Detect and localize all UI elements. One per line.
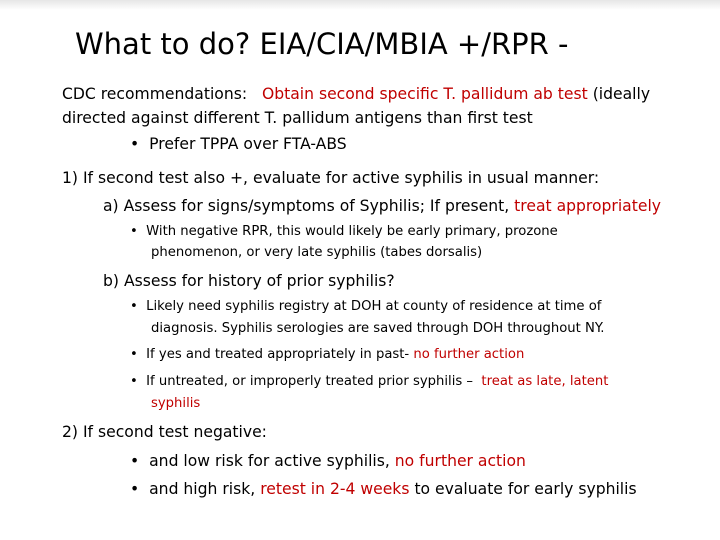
- step-1b-bullet-registry-1: [130, 297, 601, 317]
- untreated-red-text-1: treat as late, latent: [481, 374, 609, 389]
- cdc-red-text: Obtain second specific T. pallidum ab test: [261, 85, 588, 103]
- step-1b-line: b) Assess for history of prior syphilis?: [103, 272, 395, 290]
- step-1b-bullet-treated: [130, 345, 524, 365]
- untreated-red-text-2: syphilis: [151, 396, 201, 411]
- bullet-tppa-text: Prefer TPPA over FTA-ABS: [149, 135, 347, 153]
- step-1a-line: [103, 195, 661, 217]
- step-2-bullet-high-risk: [130, 478, 637, 500]
- cdc-recommendation-line: [62, 83, 650, 105]
- untreated-prefix: If untreated, or improperly treated prior syphilis –: [146, 374, 474, 389]
- high-risk-suffix: to evaluate for early syphilis: [414, 480, 637, 498]
- step-1b-bullet-untreated: [130, 372, 608, 392]
- bullet-icon: •: [130, 452, 140, 470]
- step-1a-prefix: a) Assess for signs/symptoms of Syphilis; If present,: [103, 197, 510, 215]
- bullet-icon: •: [130, 480, 140, 498]
- step-2-heading: 2) If second test negative:: [62, 423, 267, 441]
- step-1a-bullet-line-2: phenomenon, or very late syphilis (tabes dorsalis): [151, 245, 483, 260]
- bullet-icon: •: [130, 299, 138, 314]
- step-1a-red-text: treat appropriately: [514, 197, 662, 215]
- step-1a-bullet-line-1: [130, 222, 558, 242]
- top-shadow-bar: [0, 0, 720, 10]
- high-risk-red-text: retest in 2-4 weeks: [260, 480, 410, 498]
- step-2-bullet-low-risk: [130, 450, 526, 472]
- step-1-heading: 1) If second test also +, evaluate for active syphilis in usual manner:: [62, 169, 600, 187]
- step-1b-bullet-registry-2: diagnosis. Syphilis serologies are saved through DOH throughout NY.: [151, 321, 605, 336]
- bullet-icon: •: [130, 224, 138, 239]
- treated-prefix: If yes and treated appropriately in past-: [146, 347, 410, 362]
- low-risk-prefix: and low risk for active syphilis,: [149, 452, 390, 470]
- cdc-recommendation-line-2: directed against different T. pallidum antigens than first test: [62, 109, 533, 127]
- bullet-icon: •: [130, 374, 138, 389]
- bullet-icon: •: [130, 135, 140, 153]
- registry-text-1: Likely need syphilis registry at DOH at county of residence at time of: [146, 299, 602, 314]
- low-risk-red-text: no further action: [394, 452, 526, 470]
- bullet-icon: •: [130, 347, 138, 362]
- step-1a-bullet-text-1: With negative RPR, this would likely be early primary, prozone: [146, 224, 558, 239]
- treated-red-text: no further action: [413, 347, 525, 362]
- bullet-prefer-tppa: [130, 133, 347, 155]
- high-risk-prefix: and high risk,: [149, 480, 256, 498]
- cdc-prefix: CDC recommendations:: [62, 85, 248, 103]
- cdc-suffix: (ideally: [592, 85, 651, 103]
- slide-title: What to do? EIA/CIA/MBIA +/RPR -: [75, 27, 569, 61]
